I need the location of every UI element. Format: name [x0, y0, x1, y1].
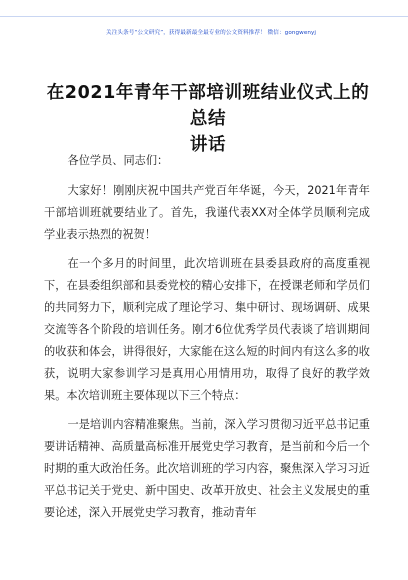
title-line-1: 在2021年青年干部培训班结业仪式上的总结 — [46, 83, 370, 129]
top-banner — [0, 0, 408, 17]
paragraph: 大家好！刚刚庆祝中国共产党百年华诞，今天，2021年青年干部培训班就要结业了。首先，我谨代表XX对全体学员顺利完成学业表示热烈的祝贺！ — [44, 184, 370, 241]
document-body — [44, 150, 370, 524]
paragraph: 在一个多月的时间里，此次培训班在县委县政府的高度重视下，在县委组织部和县委党校的精心安排下，在授课老师和学员们的共同努力下，顺利完成了理论学习、集中研讨、现场调研、成果交流等各个阶段的培训任务。刚才6位优秀学员代表谈了培训期间的收获和体会，讲得很好，大家能在这么短的时间内有这么多的收获，说明大家参训学习是真用心用情用功，取得了良好的教学效果。本次培训班主要体现以下三个特点： — [44, 257, 370, 402]
document-title — [38, 80, 378, 158]
salutation: 各位学员、同志们： — [67, 154, 169, 167]
paragraph: 一是培训内容精准聚焦。当前，深入学习贯彻习近平总书记重要讲话精神、高质量高标准开展党史学习教育，是当前和今后一个时期的重大政治任务。此次培训班的学习内容，聚焦深入学习习近平总书记关于党史、新中国史、改革开放史、社会主义发展史的重要论述，深入开展党史学习教育，推动青年 — [44, 418, 370, 519]
promo-banner-text: 关注头条号“公文研究”，获得最新最全最专业的公文资料推荐！ 微信：gongwenyj — [106, 30, 317, 36]
title-line-2: 讲话 — [189, 135, 227, 155]
